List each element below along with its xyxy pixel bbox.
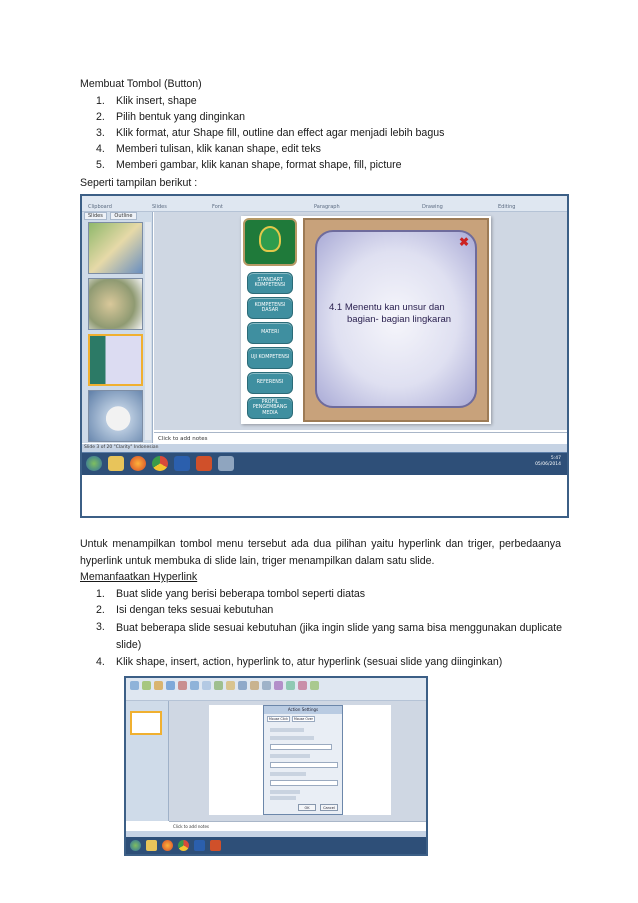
ribbon-icon[interactable] <box>250 681 259 690</box>
ribbon-icon[interactable] <box>262 681 271 690</box>
list-text: Klik insert, shape <box>116 95 197 107</box>
notes-pane[interactable]: Click to add notes <box>169 821 426 831</box>
ok-button[interactable]: OK <box>298 804 316 811</box>
tab-mouse-click[interactable]: Mouse Click <box>269 717 288 721</box>
slide-thumbnail-selected[interactable] <box>88 334 143 386</box>
dialog-option-row[interactable] <box>270 736 314 740</box>
slides-panel <box>126 701 169 821</box>
list-number: 5. <box>96 159 105 171</box>
content-card <box>315 230 477 408</box>
clock-time: 5:47 <box>550 456 561 461</box>
chrome-icon[interactable] <box>178 840 189 851</box>
dialog-title: Action Settings <box>264 706 342 714</box>
firefox-icon[interactable] <box>130 456 146 471</box>
ribbon-group-label: Clipboard <box>88 204 112 210</box>
list-item <box>96 620 562 654</box>
status-bar: Slide 3 of 20 "Clarity" Indonesian <box>82 444 567 452</box>
action-settings-dialog <box>263 705 343 815</box>
section-heading-membuat-tombol: Membuat Tombol (Button) <box>80 78 202 90</box>
folder-icon[interactable] <box>146 840 157 851</box>
ribbon-icon[interactable] <box>190 681 199 690</box>
dialog-option-row[interactable] <box>270 772 306 776</box>
powerpoint-screenshot-action-settings <box>124 676 428 856</box>
paragraph-hyperlink-triger: Untuk menampilkan tombol menu tersebut ada dua pilihan yaitu hyperlink dan triger, perbedaanya hyperlink untuk membuka di slide lain, triger menampilkan dalam satu slide. <box>80 538 561 567</box>
slide-title-line: bagian- bagian lingkaran <box>347 314 452 325</box>
folder-icon[interactable] <box>108 456 124 471</box>
ribbon <box>82 196 567 212</box>
ribbon-icon[interactable] <box>226 681 235 690</box>
powerpoint-icon[interactable] <box>210 840 221 851</box>
dialog-option-row[interactable] <box>270 744 332 750</box>
subheading-memanfaatkan-hyperlink: Memanfaatkan Hyperlink <box>80 571 198 583</box>
list-text: Isi dengan teks sesuai kebutuhan <box>116 604 274 616</box>
tab-slides[interactable]: Slides <box>84 212 107 220</box>
list-text: Buat beberapa slide sesuai kebutuhan (jika ingin slide yang sama bisa menggunakan duplicate slide) <box>116 622 562 651</box>
clock-date: 05/06/2014 <box>535 462 561 467</box>
clock <box>535 456 561 468</box>
ribbon-icon[interactable] <box>202 681 211 690</box>
ribbon-icon[interactable] <box>286 681 295 690</box>
list-number: 4. <box>96 143 105 155</box>
close-icon[interactable]: ✖ <box>459 235 470 249</box>
dialog-option-row[interactable] <box>270 790 300 794</box>
list-number: 1. <box>96 588 105 600</box>
slide-thumbnail-selected[interactable] <box>130 711 162 735</box>
list-text: Klik shape, insert, action, hyperlink to, atur hyperlink (sesuai slide yang diinginkan) <box>116 656 503 668</box>
slide-canvas <box>154 212 567 430</box>
tab-mouse-over[interactable]: Mouse Over <box>293 717 313 721</box>
list-number: 3. <box>96 621 105 633</box>
slide-thumbnail[interactable] <box>88 222 143 274</box>
dialog-option-row[interactable] <box>270 796 296 800</box>
chrome-icon[interactable] <box>152 456 168 471</box>
dialog-option-row[interactable] <box>270 762 338 768</box>
ribbon-icon[interactable] <box>214 681 223 690</box>
panel-scrollbar[interactable] <box>145 222 151 440</box>
notes-pane[interactable]: Click to add notes <box>154 432 567 444</box>
dialog-option-row[interactable] <box>270 780 338 786</box>
list-text: Memberi tulisan, klik kanan shape, edit teks <box>116 143 321 155</box>
start-icon[interactable] <box>86 456 102 471</box>
list-text: Buat slide yang berisi beberapa tombol seperti diatas <box>116 588 366 600</box>
powerpoint-icon[interactable] <box>196 456 212 471</box>
slide-thumbnail[interactable] <box>88 278 143 330</box>
ribbon-group-label: Paragraph <box>314 204 340 210</box>
current-slide <box>209 705 391 815</box>
menu-button-materi[interactable]: MATERI <box>247 322 293 344</box>
list-number: 3. <box>96 127 105 139</box>
ribbon-icon[interactable] <box>130 681 139 690</box>
panel-tabs <box>84 212 139 220</box>
slide-title <box>329 302 469 326</box>
app-icon[interactable] <box>218 456 234 471</box>
ribbon-group-label: Slides <box>152 204 167 210</box>
logo <box>243 218 297 266</box>
word-icon[interactable] <box>194 840 205 851</box>
list-text: Pilih bentuk yang dinginkan <box>116 111 245 123</box>
menu-button-kompetensi-dasar[interactable]: KOMPETENSI DASAR <box>247 297 293 319</box>
slide-canvas <box>169 701 426 821</box>
ribbon-icon[interactable] <box>178 681 187 690</box>
ribbon-icon[interactable] <box>154 681 163 690</box>
slide-thumbnail[interactable] <box>88 390 143 442</box>
dialog-tabs <box>267 716 316 722</box>
ribbon-icon[interactable] <box>310 681 319 690</box>
current-slide <box>241 216 491 424</box>
firefox-icon[interactable] <box>162 840 173 851</box>
ribbon-icon[interactable] <box>298 681 307 690</box>
start-icon[interactable] <box>130 840 141 851</box>
menu-button-referensi[interactable]: REFERENSI <box>247 372 293 394</box>
menu-column <box>241 216 299 424</box>
slides-panel <box>82 212 153 443</box>
wood-frame <box>303 218 489 422</box>
dialog-option-row[interactable] <box>270 754 310 758</box>
list-number: 2. <box>96 111 105 123</box>
caption-seperti-tampilan: Seperti tampilan berikut : <box>80 177 198 189</box>
windows-taskbar <box>126 837 426 854</box>
ribbon <box>126 678 426 701</box>
menu-button-uji-kompetensi[interactable]: UJI KOMPETENSI <box>247 347 293 369</box>
list-number: 1. <box>96 95 105 107</box>
ribbon-icon[interactable] <box>274 681 283 690</box>
ribbon-icon[interactable] <box>142 681 151 690</box>
ribbon-icon[interactable] <box>166 681 175 690</box>
ribbon-group-label: Drawing <box>422 204 443 210</box>
list-number: 2. <box>96 604 105 616</box>
ribbon-icon[interactable] <box>238 681 247 690</box>
tab-outline[interactable]: Outline <box>110 212 136 220</box>
menu-button-standart-kompetensi[interactable]: STANDART KOMPETENSI <box>247 272 293 294</box>
windows-taskbar <box>82 452 567 475</box>
list-number: 4. <box>96 656 105 668</box>
dialog-option-row[interactable] <box>270 728 304 732</box>
ribbon-group-label: Editing <box>498 204 516 210</box>
list-text: Memberi gambar, klik kanan shape, format shape, fill, picture <box>116 159 402 171</box>
emblem-icon <box>259 226 281 252</box>
ribbon-group-label: Font <box>212 204 223 210</box>
word-icon[interactable] <box>174 456 190 471</box>
list-text: Klik format, atur Shape fill, outline dan effect agar menjadi lebih bagus <box>116 127 445 139</box>
powerpoint-screenshot-buttons <box>80 194 569 518</box>
cancel-button[interactable]: Cancel <box>320 804 338 811</box>
slide-title-line: 4.1 Menentu kan unsur dan <box>329 302 445 313</box>
menu-button-profil[interactable]: PROFIL PENGEMBANG MEDIA <box>247 397 293 419</box>
